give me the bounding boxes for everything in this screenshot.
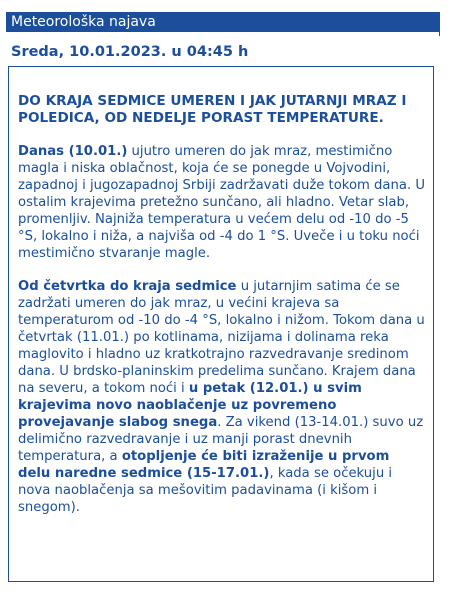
week-text-2: . Za vikend (13-14.01.) suvo uz delimično razvedravanje i uz manji porast dnevnih temperatura, a bbox=[18, 415, 424, 464]
week-highlight-friday: u petak (12.01.) u svim krajevima novo naoblačenje uz povremeno provejavanje slabog snega bbox=[18, 381, 362, 430]
forecast-headline: DO KRAJA SEDMICE UMEREN I JAK JUTARNJI MRAZ I POLEDICA, OD NEDELJE PORAST TEMPERATURE. bbox=[18, 93, 407, 126]
week-text-1: u jutarnjim satima će se zadržati umeren do jak mraz, u većini krajeva sa temperaturom od -10 do -4 °S, lokalno i nižom. Tokom dana u četvrtak (11.01.) po kotlinama, nizijama i dolinama reka maglovito i hladno uz kratkotrajno razvedravanje sredinom dana. U brdsko-planinskim predelima sunčano. Krajem dana na severu, a tokom noći i bbox=[18, 279, 425, 396]
forecast-week-paragraph bbox=[18, 278, 425, 516]
divider-line bbox=[439, 32, 440, 36]
issue-datetime: Sreda, 10.01.2023. u 04:45 h bbox=[11, 44, 249, 60]
week-label: Od četvrtka do kraja sedmice bbox=[18, 279, 237, 294]
forecast-box bbox=[8, 66, 434, 582]
week-highlight-warming: otopljenje će biti izraženije u prvom delu naredne sedmice (15-17.01.) bbox=[18, 449, 390, 481]
forecast-today-paragraph bbox=[18, 143, 425, 262]
today-label: Danas (10.01.) bbox=[18, 144, 128, 159]
week-text-3: , kada se očekuju i nova naoblačenja sa mešovitim padavinama (i kišom i snegom). bbox=[18, 466, 393, 515]
section-title-bar bbox=[6, 12, 440, 32]
today-text: ujutro umeren do jak mraz, mestimično magla i niska oblačnost, koja će se ponegde u Vojvodini, zapadnoj i jugozapadnoj Srbiji zadržavati duže tokom dana. U ostalim krajevima pretežno sunčano, ali hladno. Vetar slab, promenljiv. Najniža temperatura u većem delu od -10 do -5 °S, lokalno i niža, a najviša od -4 do 1 °S. Uveče i u toku noći mestimično stvaranje magle. bbox=[18, 144, 425, 261]
forecast-page bbox=[6, 12, 440, 60]
section-title: Meteorološka najava bbox=[11, 14, 156, 30]
